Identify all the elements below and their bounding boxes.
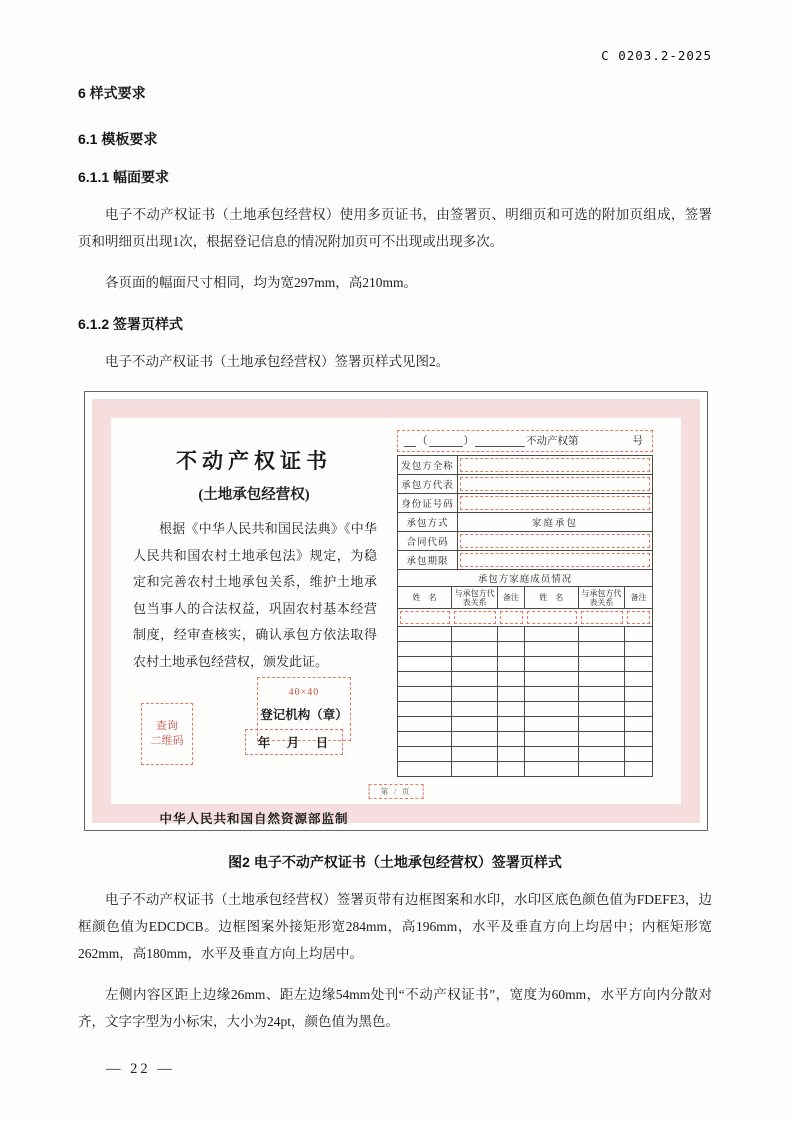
member-placeholder-row [397,609,653,627]
member-empty-row [397,672,653,687]
stamp-area [117,677,391,795]
blank-line [475,444,525,447]
field-row: 身份证号码 [397,494,653,513]
dashed-value-placeholder [460,496,650,510]
dashed-value-placeholder [460,458,650,472]
member-empty-row [397,747,653,762]
field-rows [397,455,653,570]
section-6-1-1-heading: 6.1.1 幅面要求 [78,169,170,185]
paragraph-title-spec: 左侧内容区距上边缘26mm、距左边缘54mm处刊“不动产权证书”，宽度为60mm，水平方向内分散对齐，文字字型为小标宋，大小为24pt，颜色值为黑色。 [78,987,712,1029]
certificate-left-column [111,418,393,826]
member-empty-row [397,702,653,717]
paren-open: （ [417,436,428,447]
standard-code: C 0203.2-2025 [601,48,712,63]
section-6-1-2-heading: 6.1.2 签署页样式 [78,316,184,332]
certificate-subtitle: (土地承包经营权) [198,487,310,503]
dashed-value-placeholder [460,534,650,548]
blank-line [404,444,416,447]
field-row: 合同代码 [397,532,653,551]
paragraph-see-figure2: 电子不动产权证书（土地承包经营权）签署页样式见图2。 [105,354,450,369]
certificate-right-table [397,430,653,804]
query-qrcode-placeholder [141,703,193,765]
field-row: 承包方式 家庭承包 [397,513,653,532]
section-6-heading: 6 样式要求 [78,85,146,101]
member-empty-row [397,657,653,672]
page-number: — 22 — [106,1061,175,1077]
paragraph-frame-spec: 电子不动产权证书（土地承包经营权）签署页带有边框图案和水印，水印区底色颜色值为FDEFE3，边框颜色值为EDCDCB。边框图案外接矩形宽284mm，高196mm，水平及垂直方向上均居中；内框矩形宽262mm，高180mm，水平及垂直方向上均居中。 [78,892,712,961]
members-section-title: 承包方家庭成员情况 [397,570,653,587]
certificate-title: 不动产权证书 [176,449,332,473]
certificate-page-indicator: 第 / 页 [369,784,424,799]
certificate-border-frame [92,399,700,826]
paragraph-page-size: 各页面的幅面尺寸相同，均为宽297mm，高210mm。 [105,275,418,290]
paragraph-multipage: 电子不动产权证书（土地承包经营权）使用多页证书，由签署页、明细页和可选的附加页组成，签署页和明细页出现1次，根据登记信息的情况附加页可不出现或出现多次。 [78,207,712,249]
member-empty-row [397,717,653,732]
seal-size-label: 40×40 [288,687,320,698]
figure-caption: 图2 电子不动产权证书（土地承包经营权）签署页样式 [228,854,562,870]
blank-line [429,444,463,447]
qr-label-line2: 二维码 [150,735,184,747]
member-empty-row [397,732,653,747]
qr-label-line1: 查询 [156,720,178,732]
certificate-number-row [397,430,653,452]
field-row: 承包期限 [397,551,653,570]
issuer-line: 中华人民共和国自然资源部监制 [159,812,349,826]
members-header-row: 姓 名 与承包方代表关系 备注 姓 名 与承包方代表关系 备注 [397,587,653,609]
field-value: 家庭承包 [531,519,578,529]
section-6-1-heading: 6.1 模板要求 [78,131,158,147]
registration-authority-label: 登记机构（章） [260,708,348,722]
dashed-value-placeholder [460,477,650,491]
paren-close: ） [463,436,474,447]
field-row: 发包方全称 [397,456,653,475]
serial-label: 不动产权第 [526,436,579,447]
member-empty-row [397,687,653,702]
member-empty-row [397,762,653,777]
serial-suffix: 号 [632,436,643,447]
date-placeholder-box: 年 月 日 [245,729,343,755]
figure-2-signature-page [84,391,708,831]
certificate-body-text: 根据《中华人民共和国民法典》《中华人民共和国农村土地承包法》规定，为稳定和完善农村土地承包关系，维护土地承包当事人的合法权益，巩固农村基本经营制度，经审查核实，确认承包方依法取得农村土地承包经营权，颁发此证。 [133,521,377,669]
member-empty-row [397,627,653,642]
field-row: 承包方代表 [397,475,653,494]
member-empty-row [397,642,653,657]
dashed-value-placeholder [460,553,650,567]
